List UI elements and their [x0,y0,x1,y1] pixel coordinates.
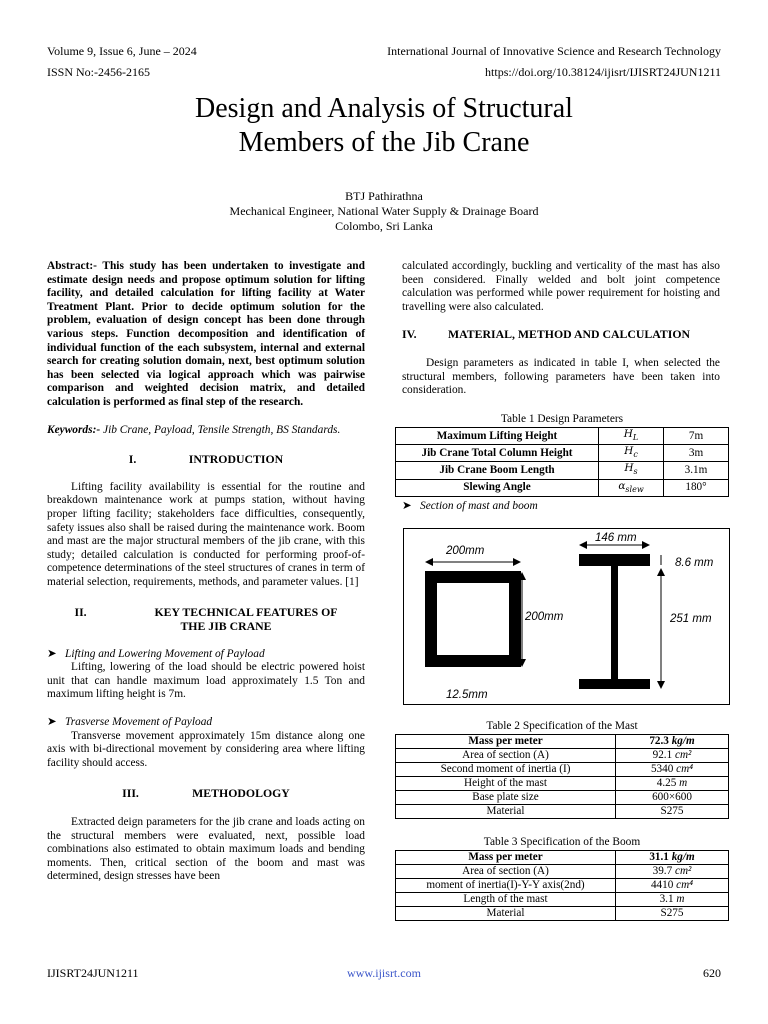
cross-section-figure [403,528,730,705]
title-line-1: Design and Analysis of Structural [195,93,573,124]
parameter-symbol [599,479,664,496]
section-3-number: III. [122,786,139,801]
symbol-subscript: L [632,433,639,443]
spec-name: Material [396,805,616,819]
spec-number: 3.1 [659,893,674,905]
header-value [616,735,729,749]
spec-number: 39.7 [652,865,673,877]
parameter-symbol [599,445,664,462]
keywords-text: Jib Crane, Payload, Tensile Strength, BS Standards. [103,423,341,436]
table-row [396,462,729,479]
table-row [396,865,729,879]
spec-number: S275 [660,907,684,919]
section-4-number: IV. [402,327,417,342]
spec-name: Height of the mast [396,777,616,791]
spec-name: Base plate size [396,791,616,805]
paper-title [0,92,768,160]
table-header-row [396,851,729,865]
parameter-name: Slewing Angle [396,479,599,496]
spec-number: 5340 [650,763,674,775]
spec-name: Second moment of inertia (I) [396,763,616,777]
spec-number: S275 [660,805,684,817]
table-row [396,893,729,907]
parameter-value: 3m [664,445,729,462]
section-2-number: II. [74,605,87,620]
bullet-transverse-title: Trasverse Movement of Payload [65,716,213,729]
cross-section-drawing [404,529,729,704]
section-bullet [402,500,538,514]
spec-unit: cm⁴ [676,763,694,775]
parameter-symbol [599,428,664,445]
spec-value [616,749,729,763]
table-row [396,479,729,496]
author-name: BTJ Pathirathna [345,189,423,203]
table-row [396,749,729,763]
section-4-title: MATERIAL, METHOD AND CALCULATION [448,327,691,342]
spec-unit: cm⁴ [676,879,694,891]
spec-value [616,777,729,791]
spec-number: 600×600 [652,791,692,803]
header-unit: kg/m [671,851,695,863]
table-row [396,445,729,462]
table-3-caption: Table 3 Specification of the Boom [483,836,641,848]
header-name: Mass per meter [396,851,616,865]
symbol-main: α [618,479,626,492]
journal-name: International Journal of Innovative Science and Research Technology [387,44,721,58]
spec-value [616,879,729,893]
header-name: Mass per meter [396,735,616,749]
box-width-label: 200mm [446,545,485,557]
bullet-lifting-title: Lifting and Lowering Movement of Payload [65,647,265,660]
symbol-main: H [623,428,633,440]
table-row [396,791,729,805]
spec-number: 4410 [650,879,674,891]
section-3-heading [47,787,365,801]
table-2-caption: Table 2 Specification of the Mast [486,720,638,732]
table-row [396,763,729,777]
continued-text: calculated accordingly, buckling and verticality of the mast has also been considered. Finally welded and bolt joint competence calculation was performed while power requirement for hoisting and travelling were also calculated. [402,260,720,313]
parameter-name: Jib Crane Total Column Height [396,445,599,462]
parameter-name: Jib Crane Boom Length [396,462,599,479]
table-row [396,805,729,819]
table-row [396,879,729,893]
spec-unit: cm² [674,749,692,761]
spec-number: 92.1 [652,749,673,761]
box-thickness-label: 12.5mm [446,689,488,701]
doi-link[interactable]: https://doi.org/10.38124/ijisrt/IJISRT24JUN1211 [485,65,721,79]
spec-value [616,893,729,907]
footer-paper-id: IJISRT24JUN1211 [47,966,139,980]
table-row [396,907,729,921]
header-unit: kg/m [671,735,695,747]
section-1-number: I. [128,452,137,467]
left-column [47,260,365,884]
spec-name: moment of inertia(I)-Y-Y axis(2nd) [396,879,616,893]
section-1-text: Lifting facility availability is essential for the routine and breakdown maintenance work at pumps station, without having proper lifting facility; stakeholders face difficulties, consequently, safety issues also shall be raised during the maintenance work. Boom and mast are the major structural members of the jib crane, with this study; detailed calculation is conducted for performing proof-of-competence determinations of the steel structures of cranes in term of material selection, requirements, methods, and parameter values. [1] [47,480,365,588]
spec-value [616,763,729,777]
author-location: Colombo, Sri Lanka [335,219,433,233]
symbol-main: H [624,462,634,475]
keywords [47,424,365,438]
section-3-title: METHODOLOGY [192,786,290,801]
i-width-label: 146 mm [595,532,637,544]
header-value [616,851,729,865]
keywords-label: Keywords:- [47,423,101,436]
arrow-bullet-icon: ➤ [47,716,57,729]
section-bullet-text: Section of mast and boom [420,500,538,512]
section-2-heading [47,606,365,633]
page-number: 620 [703,966,721,980]
section-2-title-line-2: THE JIB CRANE [180,619,272,634]
abstract-label: Abstract:- [47,260,97,272]
section-3-text: Extracted deign parameters for the jib crane and loads acting on the structural members were evaluated, next, possible load combinations also estimated to obtain maximum loads and bending moments. Then, critical section of the boom and mast was determined, design stresses have been [47,816,365,883]
parameter-symbol [599,462,664,479]
section-1-title: INTRODUCTION [188,452,284,467]
parameter-value: 7m [664,428,729,445]
footer-website-link[interactable]: www.ijisrt.com [347,966,421,980]
symbol-subscript: c [633,450,638,460]
spec-unit: m [679,777,688,789]
right-column [402,260,720,398]
spec-value [616,907,729,921]
table-row [396,428,729,445]
spec-name: Area of section (A) [396,749,616,763]
i-beam-section [579,554,650,689]
spec-unit: cm² [674,865,692,877]
parameter-value: 180° [664,479,729,496]
header-number: 72.3 [649,735,669,747]
section-4-text: Design parameters as indicated in table I, when selected the structural members, following parameters have been taken into consideration. [402,356,720,397]
spec-number: 4.25 [656,777,677,789]
table-1-caption: Table 1 Design Parameters [500,413,624,425]
box-height-label: 200mm [525,611,564,623]
section-2-title-line-1: KEY TECHNICAL FEATURES OF [154,605,338,620]
header-number: 31.1 [649,851,669,863]
symbol-subscript: slew [625,484,644,494]
spec-unit: m [676,893,685,905]
bullet-lifting-text: Lifting, lowering of the load should be electric powered hoist unit that can handle maximum load approximately 1.5 Ton and maximum lifting height is 7m. [47,661,365,701]
spec-value [616,791,729,805]
issn: ISSN No:-2456-2165 [47,65,151,79]
spec-value [616,805,729,819]
parameter-name: Maximum Lifting Height [396,428,599,445]
mast-spec-table [395,734,729,819]
arrow-bullet-icon: ➤ [402,500,412,512]
symbol-main: H [624,445,634,458]
arrow-bullet-icon: ➤ [47,647,57,660]
parameter-value: 3.1m [664,462,729,479]
table-header-row [396,735,729,749]
spec-name: Area of section (A) [396,865,616,879]
symbol-subscript: s [633,467,638,477]
abstract [47,260,365,410]
bullet-lifting [47,648,365,662]
spec-name: Material [396,907,616,921]
box-section [425,571,521,667]
design-parameters-table [395,427,729,497]
table-row [396,777,729,791]
author-affiliation: Mechanical Engineer, National Water Supply & Drainage Board [229,204,539,218]
i-flange-label: 8.6 mm [675,557,714,569]
boom-spec-table [395,850,729,921]
spec-value [616,865,729,879]
author-block [0,189,768,234]
title-line-2: Members of the Jib Crane [238,127,530,158]
bullet-transverse-text: Transverse movement approximately 15m distance along one axis with bi-directional movement by considering area where lifting facility should access. [47,729,365,769]
i-height-label: 251 mm [670,613,712,625]
volume-info: Volume 9, Issue 6, June – 2024 [47,44,197,58]
abstract-text: This study has been undertaken to investigate and estimate design needs and propose optimum solution for lifting facility, and detailed calculation for lifting facility at Water Treatment Plant. Prior to decide optimum solution for the problem, evaluation of design concept has been done through various steps. Function decomposition and identification of individual function of the each subsystem, internal and external search for creating solution domain, next, best optimum solution has been selected via logical approach which was pairwise comparison and weighted decision matrix, and detailed calculation is performed as final step of the research. [47,260,365,408]
section-4-heading [402,328,720,342]
spec-name: Length of the mast [396,893,616,907]
section-1-heading [47,453,365,467]
bullet-transverse [47,716,365,730]
